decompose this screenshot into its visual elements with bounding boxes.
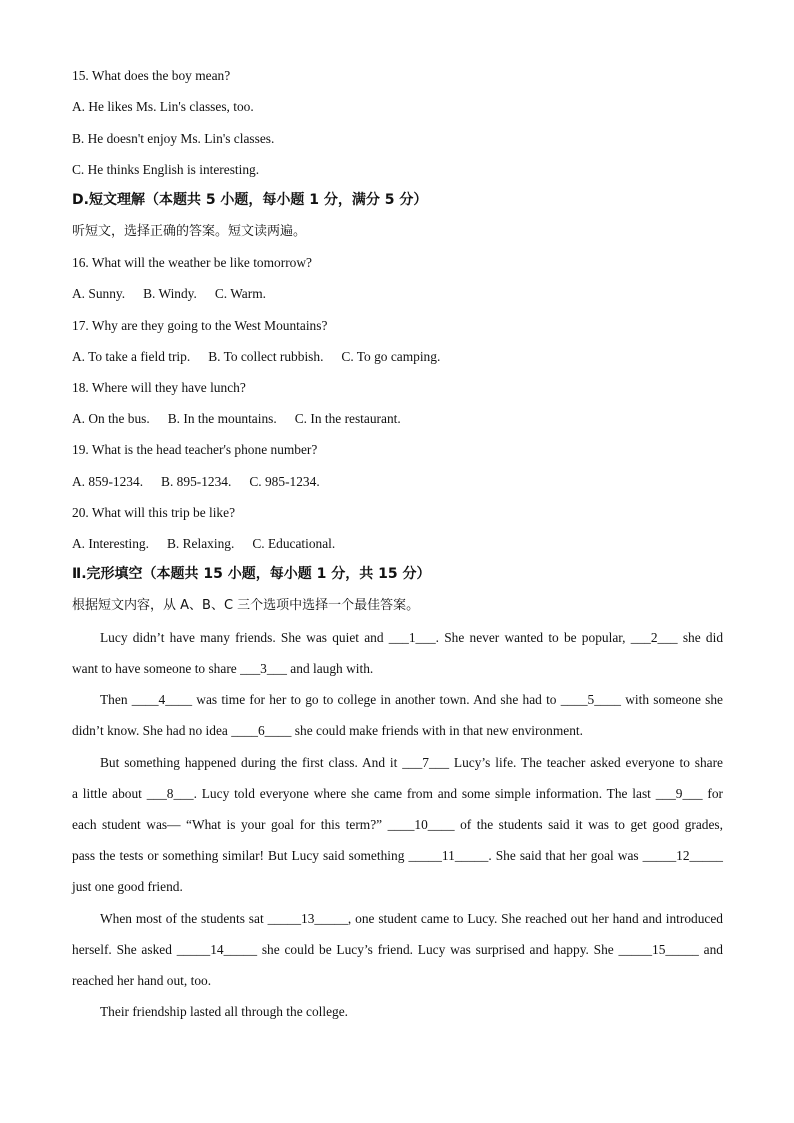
section-d-instruction: 听短文，选择正确的答案。短文读两遍。 (72, 224, 307, 239)
passage-text: Lucy didn’t have many friends. She was quiet and (100, 630, 389, 645)
question-18: 18. Where will they have lunch? (72, 380, 246, 395)
blank-9: ___9___ (655, 786, 703, 801)
passage-text: she could be Lucy’s friend. Lucy was surprised and happy. She (257, 942, 619, 957)
blank-8: ___8___ (146, 786, 194, 801)
passage-text: a little about (72, 786, 147, 801)
passage-text: each student was— “What is your goal for this term?” (72, 817, 388, 832)
passage-text: Then (100, 692, 132, 707)
question-19: 19. What is the head teacher's phone number? (72, 442, 318, 457)
passage-text: . She said that her goal was (488, 848, 643, 863)
option-18c: C. In the restaurant. (294, 411, 401, 426)
passage-text: . Lucy told everyone where she came from and some simple information. The last (193, 786, 656, 801)
blank-11: _____11_____ (408, 848, 489, 863)
option-18a: A. On the bus. (72, 411, 150, 426)
passage-text: for (702, 786, 724, 801)
options-17 (72, 349, 440, 365)
option-20a: A. Interesting. (72, 536, 149, 551)
option-16c: C. Warm. (214, 286, 266, 301)
option-17b: B. To collect rubbish. (208, 349, 324, 364)
blank-6: ____6____ (231, 723, 292, 738)
passage-text: didn’t know. She had no idea (72, 723, 232, 738)
option-18b: B. In the mountains. (167, 411, 277, 426)
blank-3: ___3___ (240, 661, 287, 676)
passage-text: reached her hand out, too. (72, 973, 212, 988)
passage-line (72, 848, 723, 864)
question-16: 16. What will the weather be like tomorrow? (72, 255, 312, 270)
passage-line (72, 879, 183, 895)
option-19c: C. 985-1234. (249, 474, 320, 489)
blank-10: ____10____ (387, 817, 455, 832)
passage-line (72, 942, 723, 958)
option-19a: A. 859-1234. (72, 474, 144, 489)
question-20: 20. What will this trip be like? (72, 505, 236, 520)
question-15: 15. What does the boy mean? (72, 68, 231, 83)
passage-line (100, 755, 723, 771)
passage-line (72, 786, 723, 802)
option-17c: C. To go camping. (341, 349, 441, 364)
passage-text: of the students said it was to get good grades, (454, 817, 723, 832)
option-20c: C. Educational. (252, 536, 336, 551)
option-19b: B. 895-1234. (161, 474, 232, 489)
passage-text: herself. She asked (72, 942, 177, 957)
passage-text: she did (677, 630, 724, 645)
section-ii-instruction: 根据短文内容，从 A、B、C 三个选项中选择一个最佳答案。 (72, 598, 420, 613)
blank-2: ___2___ (630, 630, 678, 645)
option-15c: C. He thinks English is interesting. (72, 162, 260, 177)
passage-line (100, 692, 723, 708)
blank-13: _____13_____ (267, 911, 348, 926)
options-19 (72, 474, 320, 490)
passage-text: pass the tests or something similar! But Lucy said something (72, 848, 409, 863)
passage-text: just one good friend. (72, 879, 183, 894)
option-20b: B. Relaxing. (166, 536, 235, 551)
passage-line (100, 630, 723, 646)
passage-line (100, 1004, 348, 1020)
option-16b: B. Windy. (143, 286, 197, 301)
passage-text: When most of the students sat (100, 911, 268, 926)
options-18 (72, 411, 401, 427)
passage-line (72, 723, 583, 739)
blank-5: ____5____ (560, 692, 621, 707)
passage-line (72, 661, 373, 677)
passage-text: Lucy’s life. The teacher asked everyone to share (449, 755, 723, 770)
passage-text: Their friendship lasted all through the college. (100, 1004, 349, 1019)
question-17: 17. Why are they going to the West Mountains? (72, 318, 328, 333)
options-16 (72, 286, 266, 302)
passage-line (72, 973, 211, 989)
passage-line (100, 911, 723, 927)
passage-text: she could make friends with in that new environment. (291, 723, 584, 738)
section-d-title: D.短文理解（本题共 5 小题，每小题 1 分，满分 5 分） (72, 192, 428, 208)
options-20 (72, 536, 335, 552)
option-15a: A. He likes Ms. Lin's classes, too. (72, 99, 254, 114)
section-ii-title: Ⅱ.完形填空（本题共 15 小题，每小题 1 分，共 15 分） (72, 566, 431, 582)
option-17a: A. To take a field trip. (72, 349, 191, 364)
passage-text: , one student came to Lucy. She reached out her hand and introduced (347, 911, 723, 926)
passage-text: and laugh with. (286, 661, 374, 676)
passage-text: . She never wanted to be popular, (435, 630, 631, 645)
blank-7: ___7___ (402, 755, 450, 770)
blank-1: ___1___ (388, 630, 436, 645)
option-15b: B. He doesn't enjoy Ms. Lin's classes. (72, 131, 275, 146)
passage-text: But something happened during the first class. And it (100, 755, 403, 770)
passage-text: with someone she (621, 692, 723, 707)
blank-15: _____15_____ (618, 942, 699, 957)
passage-text: was time for her to go to college in another town. And she had to (192, 692, 561, 707)
passage-text: want to have someone to share (72, 661, 241, 676)
blank-12: _____12_____ (642, 848, 723, 863)
blank-14: _____14_____ (176, 942, 258, 957)
passage-line (72, 817, 723, 833)
blank-4: ____4____ (131, 692, 193, 707)
passage-text: and (698, 942, 723, 957)
option-16a: A. Sunny. (72, 286, 126, 301)
